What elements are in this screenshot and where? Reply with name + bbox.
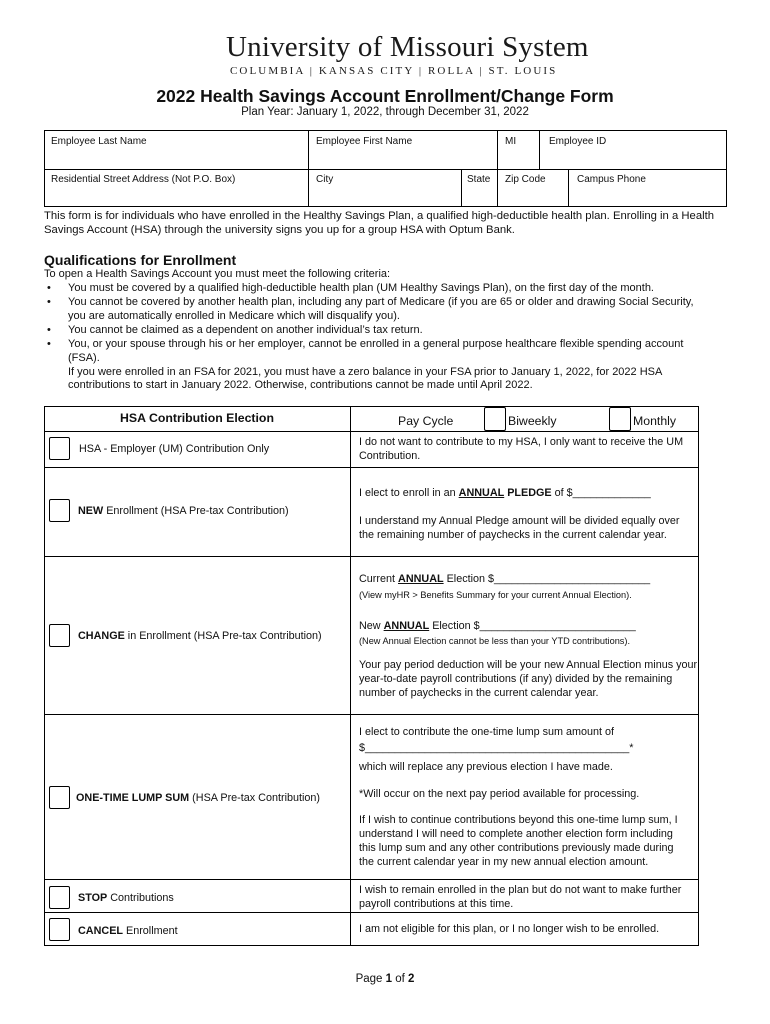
biweekly-checkbox[interactable] bbox=[484, 407, 506, 431]
bullet-4-line-3: If you were enrolled in an FSA for 2021, you must have a zero balance in your FSA prior to January 1, 2022, for 2022 HSA bbox=[68, 366, 663, 378]
change-enrollment-checkbox[interactable] bbox=[49, 624, 70, 647]
field-employee-first-name[interactable]: Employee First Name bbox=[316, 136, 413, 147]
lump-amount-line[interactable]: $____________________________________________* bbox=[359, 742, 634, 754]
intro-line-2: Savings Account (HSA) through the university signs you up for a group HSA with Optum Bank. bbox=[44, 224, 515, 236]
employer-only-text-2: Contribution. bbox=[359, 450, 421, 462]
current-annual-note: (View myHR > Benefits Summary for your current Annual Election). bbox=[359, 590, 632, 600]
bullet-1: You must be covered by a qualified high-deductible health plan (UM Healthy Savings Plan), on the first day of the month. bbox=[68, 282, 654, 294]
new-annual-election-line[interactable]: New ANNUAL Election $__________________________ bbox=[359, 620, 636, 632]
employer-only-text-1: I do not want to contribute to my HSA, I only want to receive the UM bbox=[359, 436, 684, 448]
lump-p-3: this lump sum and any other contributions previously made during bbox=[359, 842, 674, 854]
university-campuses: COLUMBIA | KANSAS CITY | ROLLA | ST. LOUIS bbox=[230, 65, 558, 77]
field-campus-phone[interactable]: Campus Phone bbox=[577, 174, 646, 185]
lump-text-1: I elect to contribute the one-time lump sum amount of bbox=[359, 726, 615, 738]
field-state[interactable]: State bbox=[467, 174, 491, 185]
new-enrollment-checkbox[interactable] bbox=[49, 499, 70, 522]
lump-p-2: understand I will need to complete another election form including bbox=[359, 828, 673, 840]
new-annual-note: (New Annual Election cannot be less than your YTD contributions). bbox=[359, 636, 631, 646]
intro-line-1: This form is for individuals who have enrolled in the Healthy Savings Plan, a qualified high-deductible health plan. Enrolling in a Health bbox=[44, 210, 715, 222]
plan-year: Plan Year: January 1, 2022, through December 31, 2022 bbox=[241, 106, 529, 118]
employer-only-checkbox[interactable] bbox=[49, 437, 70, 460]
form-title: 2022 Health Savings Account Enrollment/Change Form bbox=[156, 86, 614, 106]
monthly-label: Monthly bbox=[633, 414, 677, 428]
biweekly-label: Biweekly bbox=[508, 414, 557, 428]
field-employee-id[interactable]: Employee ID bbox=[549, 136, 607, 147]
field-city[interactable]: City bbox=[316, 174, 334, 185]
bullet-4-line-4: contributions to start in January 2022. Otherwise, contributions cannot be made until April 2022. bbox=[68, 379, 533, 391]
change-text-2: year-to-date payroll contributions (if any) divided by the remaining bbox=[359, 673, 673, 685]
election-heading: HSA Contribution Election bbox=[120, 411, 274, 425]
qualifications-heading: Qualifications for Enrollment bbox=[44, 252, 237, 268]
stop-text-2: payroll contributions at this time. bbox=[359, 898, 514, 910]
field-zip-code[interactable]: Zip Code bbox=[505, 174, 546, 185]
cancel-text: I am not eligible for this plan, or I no longer wish to be enrolled. bbox=[359, 923, 660, 935]
bullet-4-line-1: You, or your spouse through his or her employer, cannot be enrolled in a general purpose healthcare flexible spending account bbox=[68, 338, 684, 350]
pay-cycle-label: Pay Cycle bbox=[398, 414, 454, 428]
stop-contributions-label: STOP Contributions bbox=[78, 892, 174, 904]
lump-note: *Will occur on the next pay period available for processing. bbox=[359, 788, 640, 800]
change-enrollment-label: CHANGE in Enrollment (HSA Pre-tax Contribution) bbox=[78, 630, 322, 642]
bullet-2-line-1: You cannot be covered by another health plan, including any part of Medicare (if you are 65 or older and drawing Social Security, bbox=[68, 296, 694, 308]
bullet-1-marker: • bbox=[47, 282, 51, 294]
new-text-1: I understand my Annual Pledge amount will be divided equally over bbox=[359, 515, 680, 527]
bullet-3: You cannot be claimed as a dependent on another individual’s tax return. bbox=[68, 324, 423, 336]
new-enrollment-label: NEW Enrollment (HSA Pre-tax Contribution) bbox=[78, 505, 289, 517]
change-text-3: number of paychecks in the current calendar year. bbox=[359, 687, 599, 699]
stop-text-1: I wish to remain enrolled in the plan but do not want to make further bbox=[359, 884, 682, 896]
employer-only-label: HSA - Employer (UM) Contribution Only bbox=[79, 443, 270, 455]
bullet-3-marker: • bbox=[47, 324, 51, 336]
annual-pledge-line[interactable]: I elect to enroll in an ANNUAL PLEDGE of $_____________ bbox=[359, 487, 651, 499]
field-mi[interactable]: MI bbox=[505, 136, 517, 147]
field-employee-last-name[interactable]: Employee Last Name bbox=[51, 136, 147, 147]
lump-sum-label: ONE-TIME LUMP SUM (HSA Pre-tax Contribution) bbox=[76, 792, 320, 804]
page-number: Page 1 of 2 bbox=[355, 973, 415, 985]
lump-p-4: the current calendar year in my new annual election amount. bbox=[359, 856, 649, 868]
monthly-checkbox[interactable] bbox=[609, 407, 631, 431]
stop-contributions-checkbox[interactable] bbox=[49, 886, 70, 909]
cancel-enrollment-checkbox[interactable] bbox=[49, 918, 70, 941]
bullet-2-line-2: you are automatically enrolled in Medicare which will disqualify you). bbox=[68, 310, 400, 322]
field-street-address[interactable]: Residential Street Address (Not P.O. Box) bbox=[51, 174, 236, 185]
lump-sum-checkbox[interactable] bbox=[49, 786, 70, 809]
new-text-2: the remaining number of paychecks in the current calendar year. bbox=[359, 529, 667, 541]
university-logo-title: University of Missouri System bbox=[226, 31, 589, 63]
bullet-4-line-2: (FSA). bbox=[68, 352, 100, 364]
qualifications-lead: To open a Health Savings Account you must meet the following criteria: bbox=[44, 268, 391, 280]
cancel-enrollment-label: CANCEL Enrollment bbox=[78, 925, 178, 937]
change-text-1: Your pay period deduction will be your new Annual Election minus your bbox=[359, 659, 698, 671]
bullet-2-marker: • bbox=[47, 296, 51, 308]
lump-text-3: which will replace any previous election I have made. bbox=[359, 761, 613, 773]
current-annual-election-line[interactable]: Current ANNUAL Election $__________________________ bbox=[359, 573, 651, 585]
bullet-4-marker: • bbox=[47, 338, 51, 350]
lump-p-1: If I wish to continue contributions beyond this one-time lump sum, I bbox=[359, 814, 678, 826]
